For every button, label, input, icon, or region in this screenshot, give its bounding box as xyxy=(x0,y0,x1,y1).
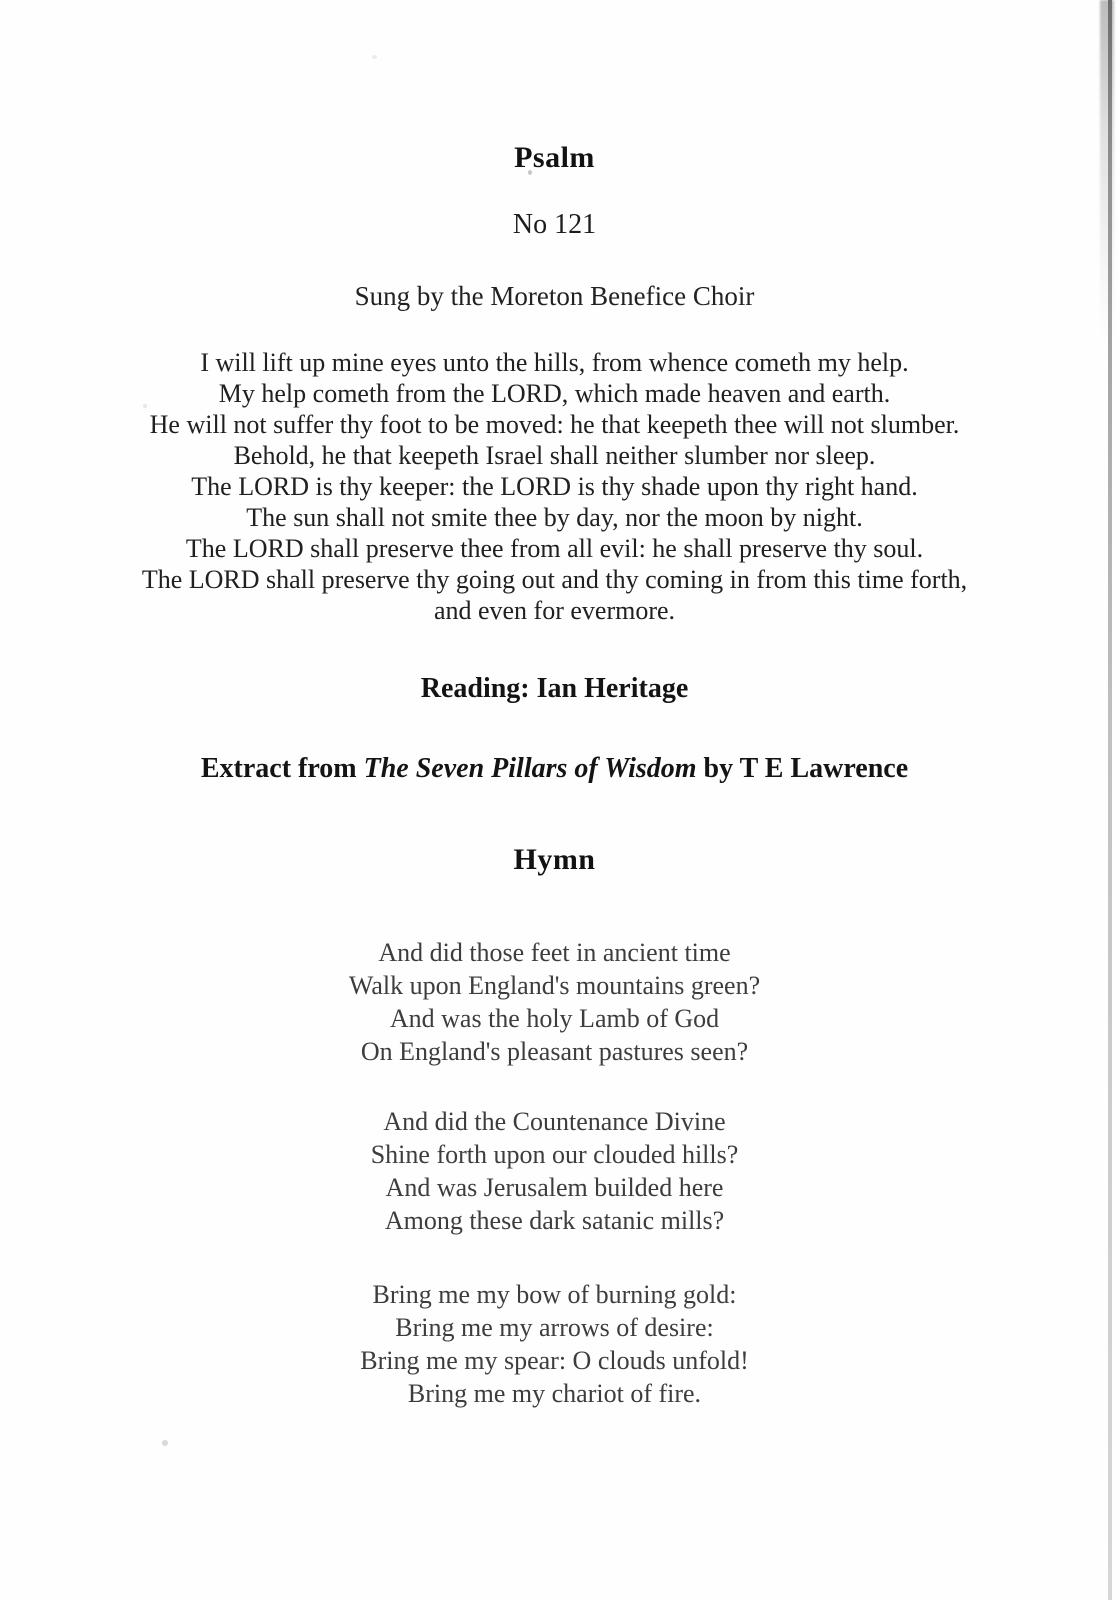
psalm-line: I will lift up mine eyes unto the hills, from whence cometh my help. xyxy=(200,348,909,377)
hymn-line: And was Jerusalem builded here xyxy=(385,1173,724,1202)
psalm-line: He will not suffer thy foot to be moved: he that keepeth thee will not slumber. xyxy=(149,410,960,439)
extract-author: by T E Lawrence xyxy=(696,753,909,784)
hymn-line: And did the Countenance Divine xyxy=(383,1107,726,1136)
hymn-line: Among these dark satanic mills? xyxy=(384,1206,725,1235)
hymn-line: And was the holy Lamb of God xyxy=(389,1004,720,1033)
hymn-line: Bring me my spear: O clouds unfold! xyxy=(360,1346,749,1375)
hymn-verse-2 xyxy=(0,1105,1109,1237)
hymn-verse-1 xyxy=(0,936,1109,1068)
hymn-verse-3 xyxy=(0,1278,1109,1410)
hymn-line: Bring me my chariot of fire. xyxy=(407,1379,702,1408)
hymn-heading: Hymn xyxy=(513,843,596,876)
extract-book-title: The Seven Pillars of Wisdom xyxy=(363,753,697,784)
hymn-line: On England's pleasant pastures seen? xyxy=(360,1037,749,1066)
psalm-line: The LORD is thy keeper: the LORD is thy shade upon thy right hand. xyxy=(191,472,918,501)
psalm-title: Psalm xyxy=(514,141,595,174)
psalm-line: The LORD shall preserve thy going out and thy coming in from this time forth, xyxy=(141,565,968,594)
psalm-subtitle: Sung by the Moreton Benefice Choir xyxy=(354,281,755,311)
reading-heading: Reading: Ian Heritage xyxy=(420,673,689,704)
hymn-line: Bring me my bow of burning gold: xyxy=(372,1280,737,1309)
psalm-number: No 121 xyxy=(512,209,597,240)
scan-speck xyxy=(162,1440,168,1446)
hymn-line: Walk upon England's mountains green? xyxy=(348,971,761,1000)
extract-prefix: Extract from xyxy=(200,753,364,784)
psalm-line: My help cometh from the LORD, which made heaven and earth. xyxy=(218,379,891,408)
hymn-line: Bring me my arrows of desire: xyxy=(395,1313,714,1342)
hymn-line: Shine forth upon our clouded hills? xyxy=(370,1140,739,1169)
psalm-line: The LORD shall preserve thee from all evil: he shall preserve thy soul. xyxy=(185,534,924,563)
psalm-line: and even for evermore. xyxy=(433,596,676,625)
extract-heading xyxy=(0,753,1109,785)
psalm-line: The sun shall not smite thee by day, nor the moon by night. xyxy=(246,503,863,532)
scan-speck xyxy=(372,55,377,59)
psalm-text xyxy=(0,347,1109,626)
psalm-line: Behold, he that keepeth Israel shall neither slumber nor sleep. xyxy=(233,441,876,470)
hymn-line: And did those feet in ancient time xyxy=(378,938,731,967)
